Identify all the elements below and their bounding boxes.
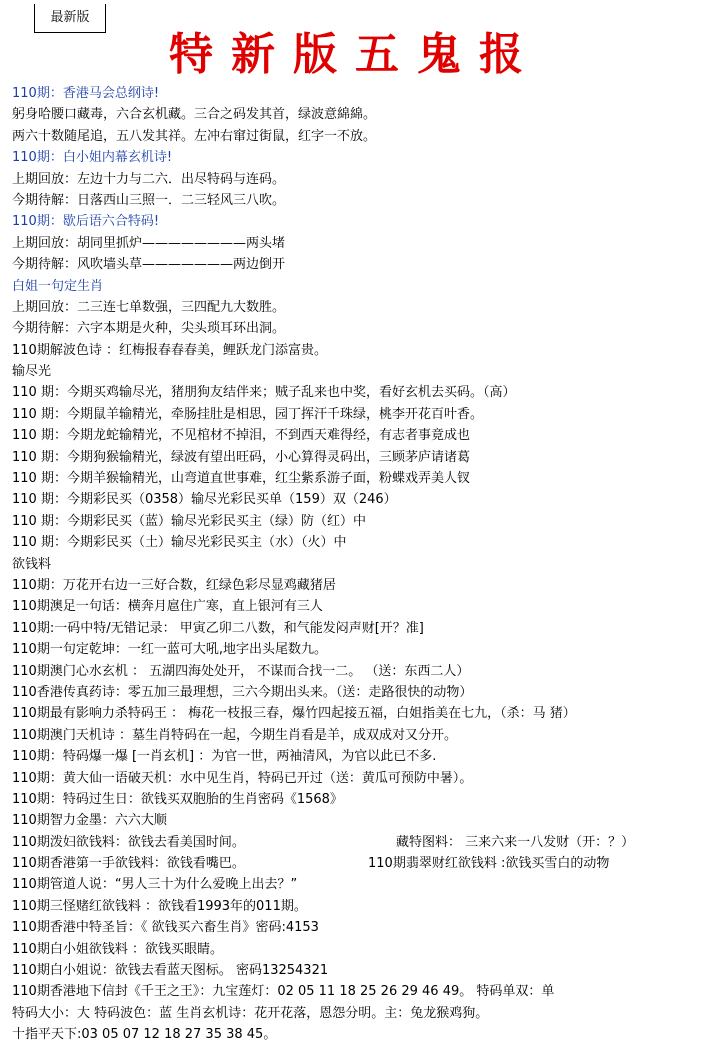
line-20: 110 期：今期彩民买（0358）输尽光彩民买单（159）双（246） [12,492,397,508]
line-35: 110期智力金墨：六六大顺 [12,813,167,829]
side-note-2: 110期翡翠财红欲钱料 :欲钱买雪白的动物 [368,856,610,872]
line-40: 110期香港中特圣旨：《 欲钱买六畜生肖》密码:4153 [12,920,319,936]
line-26: 110期:一码中特/无错记录： 甲寅乙卯二八数，和气能发闷声财[开？准] [12,620,424,636]
line-36-left: 110期泼妇欲钱料：欲钱去看美国时间。 [12,834,245,850]
line-22: 110 期：今期彩民买（土）输尽光彩民买主（水）（火）中 [12,535,347,551]
line-19: 110 期：今期羊猴输精光，山弯道直世事难，红尘紫系游子面，粉蝶戏弄美人钗 [12,471,470,487]
line-11: 上期回放：二三连七单数强，三四配九大数胜。 [12,299,286,315]
line-32: 110期：特码爆一爆 [一肖玄机] ：为官一世，两袖清风，为官以此已不多. [12,749,437,765]
line-34: 110期：特码过生日：欲钱买双胞胎的生肖密码《1568》 [12,791,343,807]
page-title: 特新版五鬼报 [169,29,541,80]
line-5: 上期回放：左边十力与二六．出尽特码与连码。 [12,171,286,187]
line-37 [12,853,708,874]
line-36 [12,832,708,853]
side-note-1: 藏特图料： 三来六来一八发财（开：？） [396,834,635,850]
line-14: 输尽光 [12,364,52,380]
line-28: 110期澳门心水玄机 ： 五湖四海处处开， 不谋而合找一二。 （送：东西二人） [12,663,470,679]
content-lines [12,83,708,1046]
line-23: 欲钱料 [12,556,52,572]
line-37-left: 110期香港第一手欲钱料：欲钱看嘴巴。 [12,856,245,872]
line-42: 110期白小姐说：欲钱去看蓝天图标。 密码13254321 [12,963,329,979]
line-43: 110期香港地下信封《千王之王》：九宝莲灯：02 05 11 18 25 26 29 46 49。 特码单双：单 [12,984,555,1000]
line-16: 110 期：今期鼠羊输精光，牵肠挂肚是相思，园丁挥汗千珠绿，桃李开花百叶香。 [12,406,483,422]
line-12: 今期待解：六字本期是火种，尖头琐耳环出洞。 [12,321,286,337]
line-8: 上期回放：胡同里抓炉————————两头堵 [12,235,286,251]
line-10: 白姐一句定生肖 [12,278,104,294]
line-44: 特码大小：大 特码波色：蓝 生肖玄机诗：花开花落，恩怨分明。主：兔龙猴鸡狗。 [12,1005,489,1021]
line-29: 110香港传真药诗：零五加三最理想，三六今期出头来。（送：走路很快的动物） [12,684,473,700]
line-13: 110期解波色诗 ：红梅报春春春美，鲤跃龙门添富贵。 [12,342,327,358]
line-39: 110期三怪赌红欲钱料 ：欲钱看1993年的011期。 [12,898,307,914]
line-25: 110期澳足一句话：横奔月扈住广寒，直上银河有三人 [12,599,323,615]
line-15: 110 期：今期买鸡输尽光，猪朋狗友结伴来；贼子乱来也中奖，看好玄机去买码。（高） [12,385,516,401]
line-9: 今期待解：风吹墙头草———————两边倒开 [12,257,286,273]
line-17: 110 期：今期龙蛇输精光，不见棺材不掉泪，不到西天难得经，有志者事竟成也 [12,428,470,444]
line-27: 110期一句定乾坤：一红一蓝可大吼,地字出头尾数九。 [12,642,327,658]
line-24: 110期：万花开右边一三好合数，红绿色彩尽显鸡藏猪居 [12,577,336,593]
line-6: 今期待解：日落西山三照一．二三轻风三八吹。 [12,192,286,208]
line-18: 110 期：今期狗猴输精光，绿波有望出旺码，小心算得灵码出，三顾茅庐请诸葛 [12,449,470,465]
line-2: 躬身哈腰口藏毒，六合玄机藏。三合之码发其首，绿波意綿綿。 [12,107,377,123]
line-41: 110期白小姐欲钱料 ：欲钱买眼睛。 [12,941,223,957]
line-45: 十指平天下:03 05 07 12 18 27 35 38 45。 [12,1027,277,1043]
line-33: 110期：黄大仙一语破天机：水中见生肖，特码已开过（送：黄瓜可预防中暑）。 [12,770,473,786]
line-7: 110期：歇后语六合特码! [12,214,160,230]
line-31: 110期澳门天机诗 ：墓生肖特码在一起，今期生肖看是羊，成双成对又分开。 [12,727,457,743]
line-21: 110 期：今期彩民买（蓝）输尽光彩民买主（绿）防（红）中 [12,513,366,529]
line-38: 110期管道人说：“男人三十为什么爱晚上出去？” [12,877,298,893]
line-30: 110期最有影响力杀特码王 ： 梅花一枝报三春，爆竹四起接五福，白姐指美在七九，（杀：马 猪） [12,706,576,722]
line-4: 110期：白小姐内幕玄机诗! [12,150,173,166]
edition-tag: 最新版 [34,4,106,33]
line-1: 110期：香港马会总纲诗! [12,86,160,101]
line-3: 两六十数随尾追，五八发其祥。左冲右窜过街鼠，红字一不放。 [12,128,377,144]
